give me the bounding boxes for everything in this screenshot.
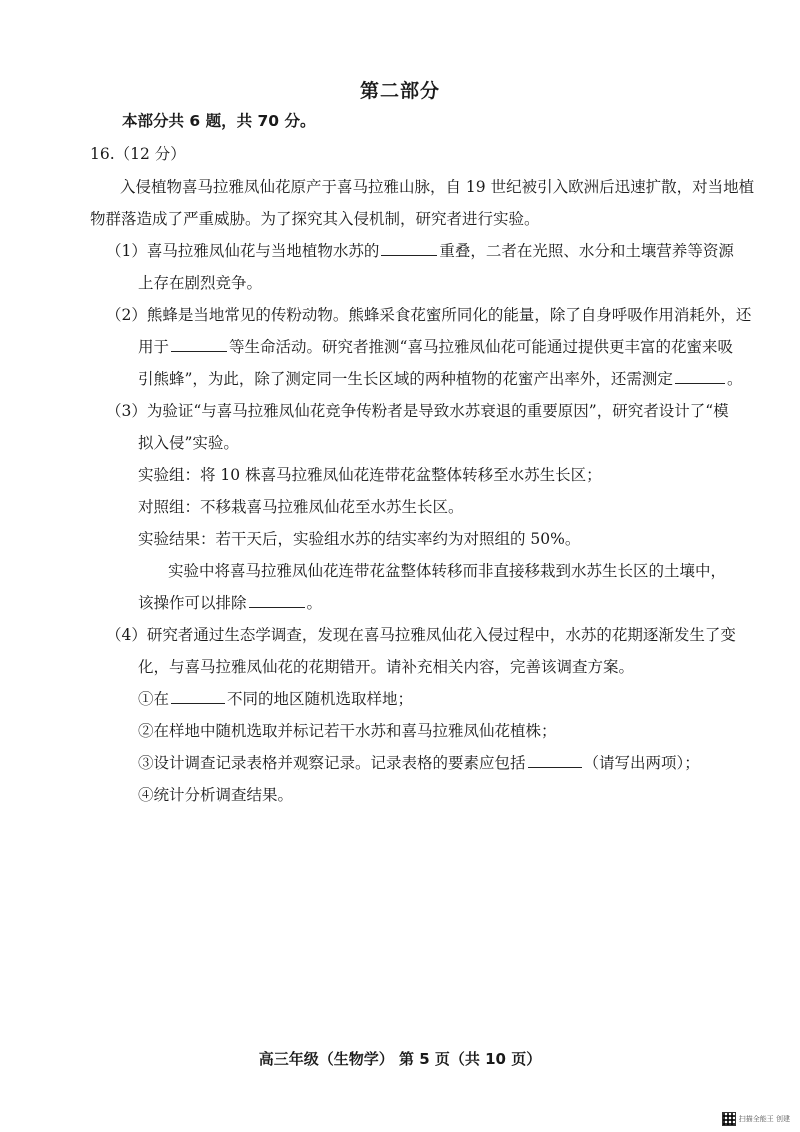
part2-text-c1: 引熊蜂”，为此，除了测定同一生长区域的两种植物的花蜜产出率外，还需测定: [138, 370, 673, 388]
survey-step-1: [138, 688, 413, 710]
intro-line-1: 入侵植物喜马拉雅凤仙花原产于喜马拉雅山脉，自 19 世纪被引入欧洲后迅速扩散，对当地植: [120, 178, 755, 196]
answer-blank-2[interactable]: [171, 337, 227, 352]
part2-text-c2: 。: [726, 370, 743, 388]
scanner-watermark: [722, 1112, 790, 1126]
experiment-group: 实验组：将 10 株喜马拉雅凤仙花连带花盆整体转移至水苏生长区；: [138, 466, 602, 484]
part1-line-2: 上存在剧烈竞争。: [138, 274, 263, 292]
part4-line-1: （4）研究者通过生态学调查，发现在喜马拉雅凤仙花入侵过程中，水苏的花期逐渐发生了变: [106, 626, 736, 644]
survey-step-4: ④统计分析调查结果。: [138, 786, 294, 804]
part2-text-b1: 用于: [138, 338, 170, 356]
answer-blank-1[interactable]: [381, 241, 437, 256]
control-group: 对照组：不移栽喜马拉雅凤仙花至水苏生长区。: [138, 498, 464, 516]
experiment-result: 实验结果：若干天后，实验组水苏的结实率约为对照组的 50%。: [138, 530, 581, 548]
step3-text-a: ③设计调查记录表格并观察记录。记录表格的要素应包括: [138, 754, 526, 772]
part3-text-q2a: 该操作可以排除: [138, 594, 247, 612]
part3-line-2: 拟入侵”实验。: [138, 434, 239, 452]
answer-blank-3[interactable]: [675, 369, 725, 384]
part2-line-1: （2）熊蜂是当地常见的传粉动物。熊蜂采食花蜜所同化的能量，除了自身呼吸作用消耗外，还: [106, 306, 752, 324]
answer-blank-4[interactable]: [249, 593, 305, 608]
intro-line-2: 物群落造成了严重威胁。为了探究其入侵机制，研究者进行实验。: [90, 210, 540, 228]
step1-text-b: 不同的地区随机选取样地；: [227, 690, 414, 708]
step3-text-b: （请写出两项）；: [583, 754, 700, 772]
part4-line-2: 化，与喜马拉雅凤仙花的花期错开。请补充相关内容，完善该调查方案。: [138, 658, 635, 676]
part1-text-a: （1）喜马拉雅凤仙花与当地植物水苏的: [106, 242, 380, 260]
answer-blank-6[interactable]: [528, 753, 582, 768]
section-intro: 本部分共 6 题，共 70 分。: [122, 112, 316, 130]
step1-text-a: ①在: [138, 690, 170, 708]
part2-line-3: [138, 368, 742, 390]
part3-question-1: 实验中将喜马拉雅凤仙花连带花盆整体转移而非直接移栽到水苏生长区的土壤中，: [168, 562, 727, 580]
part3-text-q2b: 。: [306, 594, 323, 612]
part1-text-b: 重叠，二者在光照、水分和土壤营养等资源: [439, 242, 734, 260]
part1-line-1: [106, 240, 734, 262]
part2-line-2: [138, 336, 733, 358]
question-number: 16.（12 分）: [90, 145, 186, 163]
part3-line-1: （3）为验证“与喜马拉雅凤仙花竞争传粉者是导致水苏衰退的重要原因”，研究者设计了“模: [106, 402, 729, 420]
page-footer: 高三年级（生物学） 第 5 页（共 10 页）: [258, 1050, 542, 1068]
answer-blank-5[interactable]: [171, 689, 225, 704]
part2-text-b2: 等生命活动。研究者推测“喜马拉雅凤仙花可能通过提供更丰富的花蜜来吸: [229, 338, 733, 356]
survey-step-2: ②在样地中随机选取并标记若干水苏和喜马拉雅凤仙花植株；: [138, 722, 557, 740]
survey-step-3: [138, 752, 700, 774]
qr-code-icon: [722, 1112, 736, 1126]
scanner-watermark-text: 扫描全能王 创建: [738, 1115, 790, 1123]
section-title: 第二部分: [359, 80, 440, 102]
part3-question-2: [138, 592, 322, 614]
